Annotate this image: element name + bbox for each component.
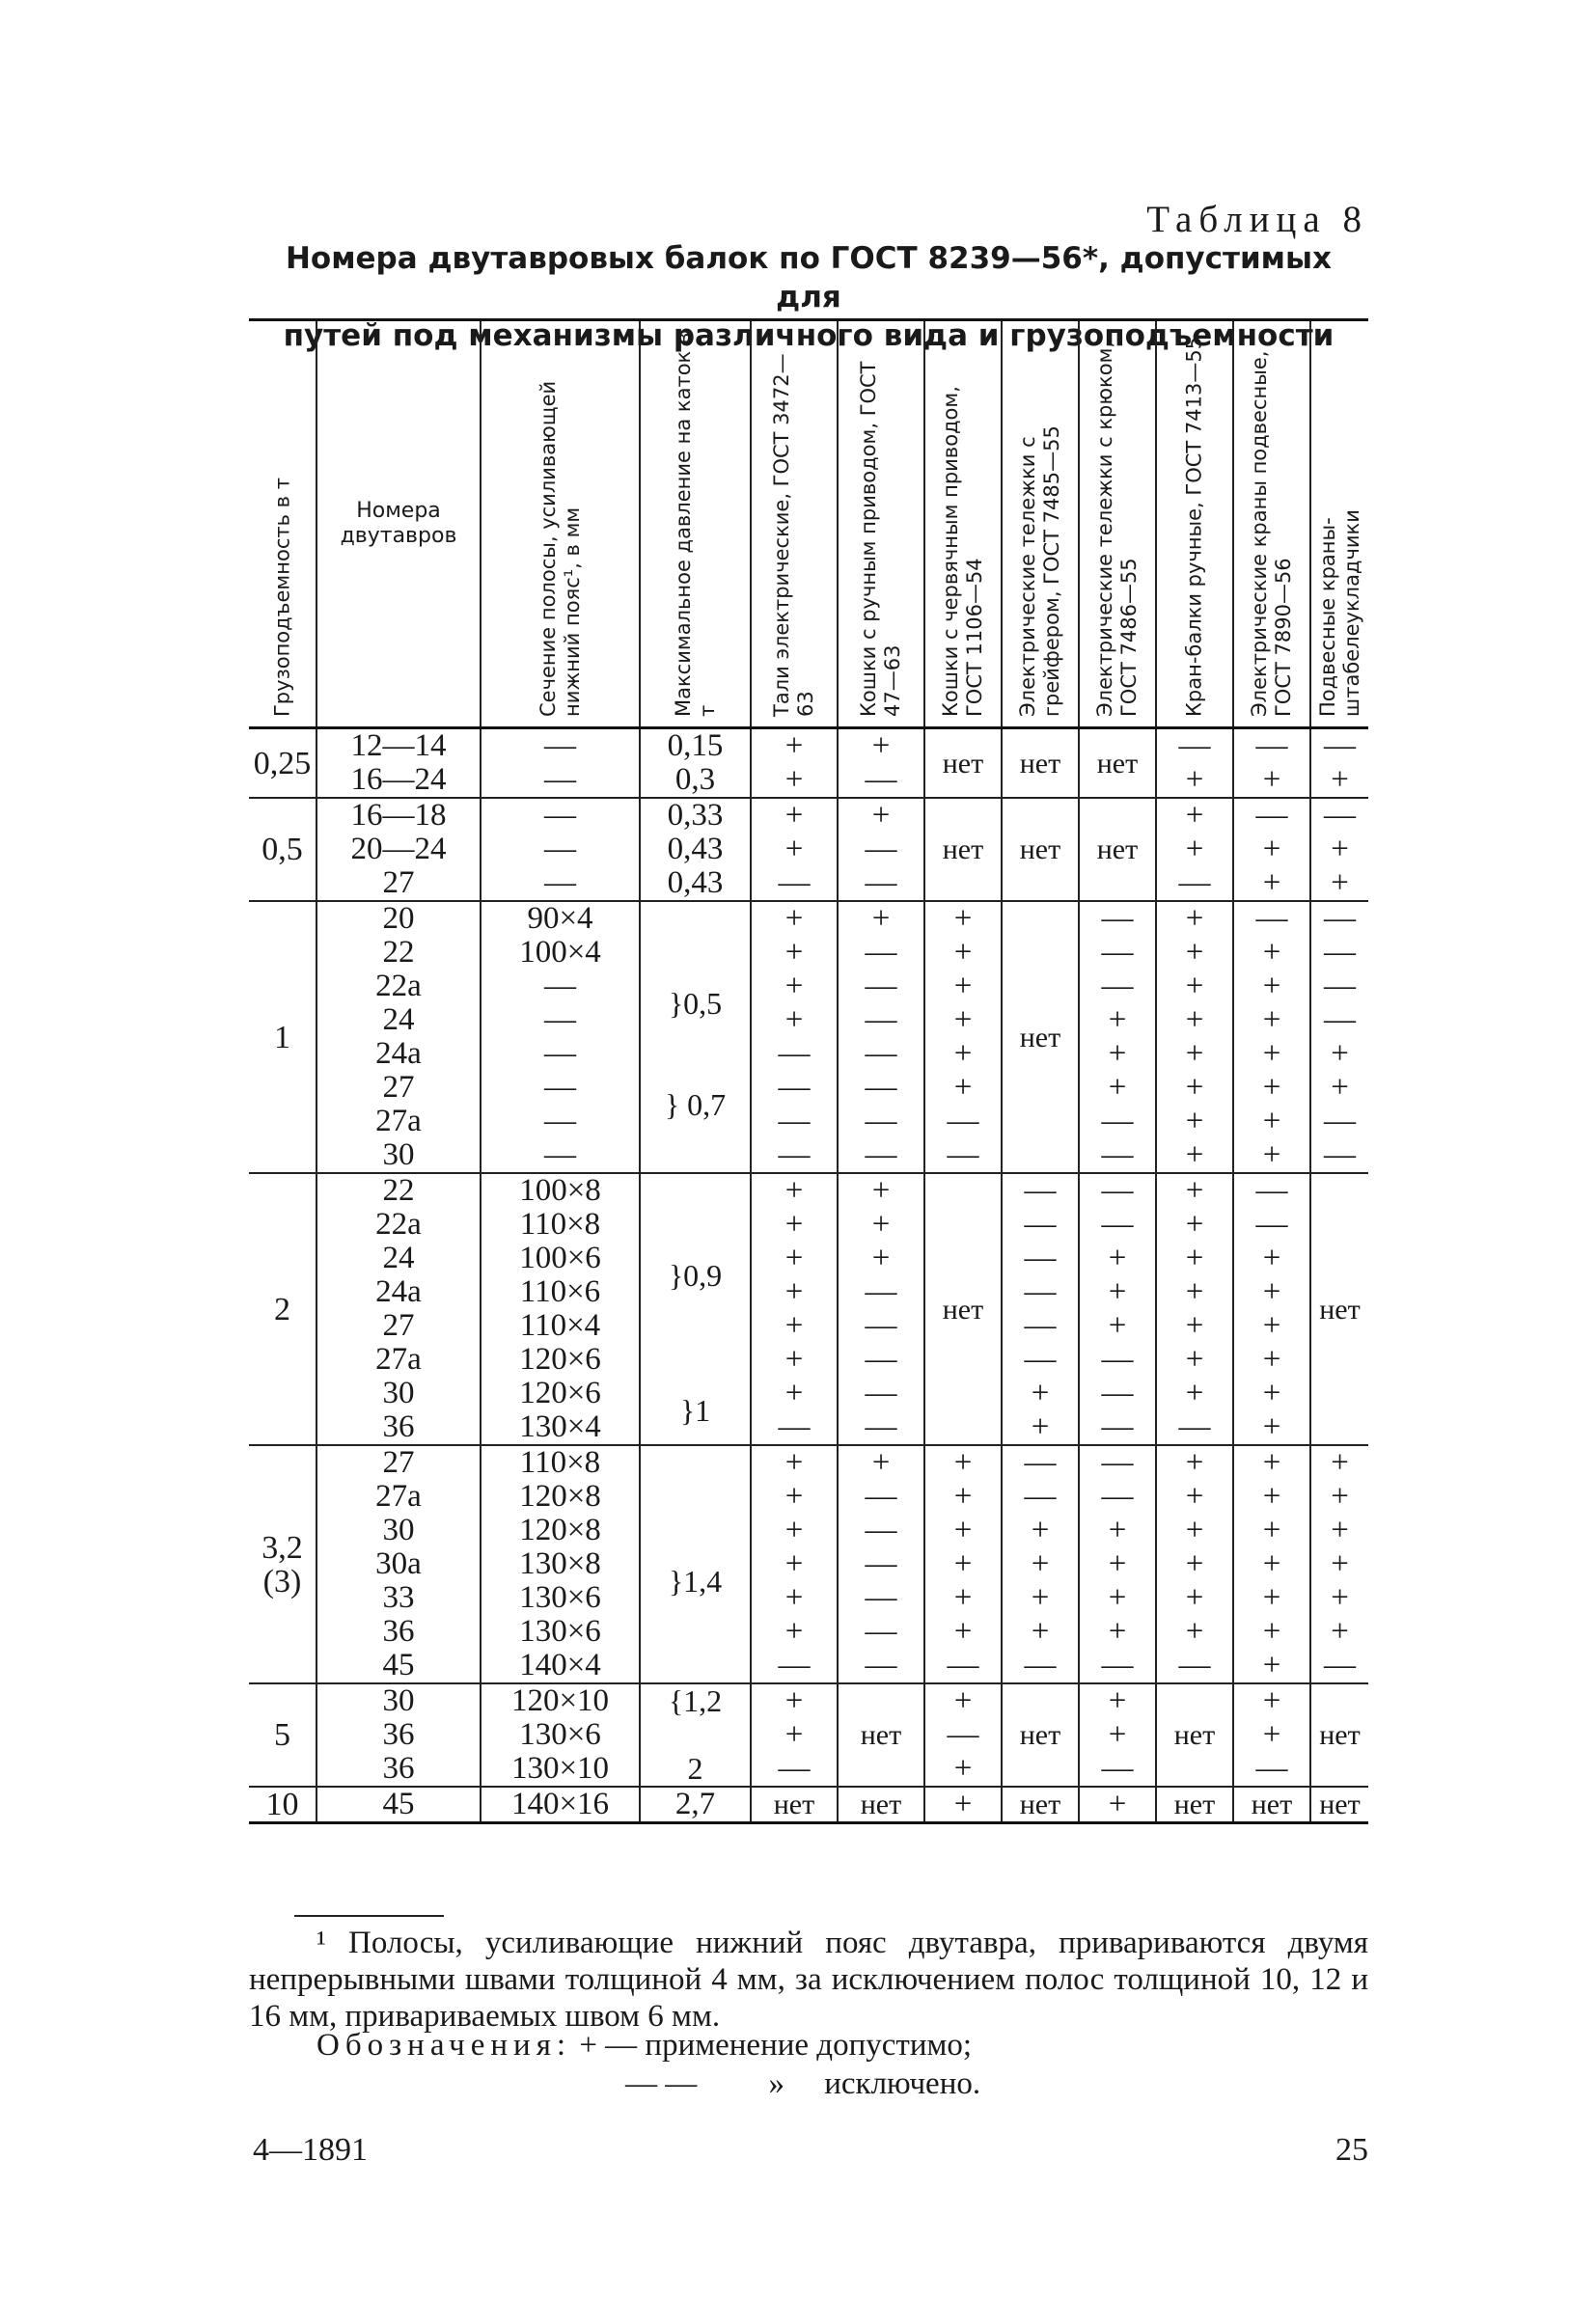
col-header-manual-trolleys: Кошки с ручным приводом, ГОСТ 47—63 — [838, 320, 924, 728]
table-row — [249, 901, 1368, 1173]
cell-c4: — — — — — — + + — [1002, 1173, 1079, 1445]
cell-numbers: 20 22 22а 24 24а 27 27а 30 — [316, 901, 481, 1173]
cell-section: — — — — [481, 798, 640, 901]
cell-c3: нет — [924, 1173, 1002, 1445]
cell-c6: — + — [1156, 728, 1233, 799]
cell-c5: + — [1079, 1787, 1156, 1823]
cell-c4: — — + + + + — — [1002, 1445, 1079, 1683]
cell-section: 120×10 130×6 130×10 — [481, 1683, 640, 1787]
legend-label: Обозначения: — [316, 2028, 572, 2063]
cell-c7: + + + + + + + — [1233, 1445, 1310, 1683]
cell-pressure: 2,7 — [640, 1787, 751, 1823]
cell-c2: + — — — — — — — [838, 1445, 924, 1683]
legend-plus: + — применение допустимо; — [579, 2028, 973, 2063]
cell-c3: + + + + + + — — — [924, 901, 1002, 1173]
cell-c4: нет — [1002, 798, 1079, 901]
table-row — [249, 1173, 1368, 1445]
cell-c7: нет — [1233, 1787, 1310, 1823]
cell-pressure: }0,9 }1 — [640, 1173, 751, 1445]
cell-c7: — — + + + + + + — [1233, 1173, 1310, 1445]
cell-pressure: }1,4 — [640, 1445, 751, 1683]
col-header-grab-carts: Электрические тележки с грейфером, ГОСТ 7485—55 — [1002, 320, 1079, 728]
cell-c6: нет — [1156, 1683, 1233, 1787]
cell-c4: нет — [1002, 728, 1079, 799]
cell-c7: — + + + + + + + — [1233, 901, 1310, 1173]
cell-pressure: 0,33 0,43 0,43 — [640, 798, 751, 901]
cell-c2: нет — [838, 1683, 924, 1787]
cell-c2: + — — — — — — — — [838, 901, 924, 1173]
table-row — [249, 798, 1368, 901]
col-header-section: Сечение полосы, усиливающей нижний пояс¹, в мм — [481, 320, 640, 728]
cell-section: 140×16 — [481, 1787, 640, 1823]
cell-c4: нет — [1002, 901, 1079, 1173]
col-header-suspended-cranes: Электрические краны подвесные, ГОСТ 7890—56 — [1233, 320, 1310, 728]
cell-c1: + + + + + + + — — [751, 1173, 838, 1445]
cell-section: — — — [481, 728, 640, 799]
col-header-manual-cranes: Кран-балки ручные, ГОСТ 7413—55 — [1156, 320, 1233, 728]
cell-section: 90×4 100×4 — — — — — — — [481, 901, 640, 1173]
title-line-2: путей под механизмы различного вида и грузоподъемности — [283, 318, 1335, 353]
cell-c2: + — — — [838, 798, 924, 901]
cell-capacity: 1 — [249, 901, 316, 1173]
cell-c4: нет — [1002, 1787, 1079, 1823]
col-header-capacity: Грузоподъемность в т — [249, 320, 316, 728]
cell-c5: нет — [1079, 798, 1156, 901]
col-header-pressure: Максимальное давление на каток в т — [640, 320, 751, 728]
cell-c5: — — + + + — — — — [1079, 1173, 1156, 1445]
cell-c8: + + + + + + — — [1310, 1445, 1368, 1683]
cell-c3: нет — [924, 728, 1002, 799]
cell-c6: + + — — [1156, 798, 1233, 901]
cell-c7: — + — [1233, 728, 1310, 799]
cell-c8: — + — [1310, 728, 1368, 799]
cell-pressure: {1,2 2 — [640, 1683, 751, 1787]
legend-line-2: — — » исключено. — [625, 2066, 981, 2101]
col-header-electric-hoists: Тали электрические, ГОСТ 3472—63 — [751, 320, 838, 728]
cell-c1: + + + + — — — — — [751, 901, 838, 1173]
print-code: 4—1891 — [253, 2132, 368, 2168]
cell-c3: + + + + + + — — [924, 1445, 1002, 1683]
footnote-rule — [294, 1915, 444, 1917]
cell-c1: нет — [751, 1787, 838, 1823]
table-row — [249, 1683, 1368, 1787]
cell-c6: + + + + + + — — [1156, 1445, 1233, 1683]
cell-section: 100×8 110×8 100×6 110×6 110×4 120×6 120×6 130×4 — [481, 1173, 640, 1445]
cell-c8: нет — [1310, 1173, 1368, 1445]
legend-line-1 — [316, 2027, 972, 2064]
cell-capacity: 10 — [249, 1787, 316, 1823]
cell-c3: + — [924, 1787, 1002, 1823]
footnote: ¹ Полосы, усиливающие нижний пояс двутавра, привариваются двумя непрерывными швами толщиной 4 мм, за исключением полос толщиной 10, 12 и 16 мм, привариваемых швом 6 мм. — [249, 1926, 1368, 2034]
table-row — [249, 1787, 1368, 1823]
cell-numbers: 22 22а 24 24а 27 27а 30 36 — [316, 1173, 481, 1445]
cell-c8: нет — [1310, 1787, 1368, 1823]
cell-c2: + + + — — — — — — [838, 1173, 924, 1445]
cell-capacity: 0,5 — [249, 798, 316, 901]
cell-c3: нет — [924, 798, 1002, 901]
cell-numbers: 45 — [316, 1787, 481, 1823]
cell-c5: + + — — [1079, 1683, 1156, 1787]
col-header-numbers: Номера двутавров — [316, 320, 481, 728]
cell-c8: нет — [1310, 1683, 1368, 1787]
col-header-hook-carts: Электрические тележки с крюком, ГОСТ 7486—55 — [1079, 320, 1156, 728]
header-row — [249, 320, 1368, 728]
cell-numbers: 16—18 20—24 27 — [316, 798, 481, 901]
cell-c6: + + + + + + + — — [1156, 1173, 1233, 1445]
cell-c2: + — — [838, 728, 924, 799]
page-number: 25 — [1335, 2132, 1368, 2168]
cell-capacity: 3,2 (3) — [249, 1445, 316, 1683]
title-line-1: Номера двутавровых балок по ГОСТ 8239—56*, допустимых для — [285, 241, 1333, 314]
cell-c4: нет — [1002, 1683, 1079, 1787]
cell-c6: + + + + + + + + — [1156, 901, 1233, 1173]
cell-pressure: }0,5 } 0,7 — [640, 901, 751, 1173]
cell-c5: нет — [1079, 728, 1156, 799]
cell-c7: + + — — [1233, 1683, 1310, 1787]
cell-c8: — + + — [1310, 798, 1368, 901]
cell-c1: + + — — [751, 1683, 838, 1787]
cell-c6: нет — [1156, 1787, 1233, 1823]
cell-capacity: 0,25 — [249, 728, 316, 799]
cell-c7: — + + — [1233, 798, 1310, 901]
cell-c5: — — + + + + — — [1079, 1445, 1156, 1683]
cell-c2: нет — [838, 1787, 924, 1823]
cell-c1: + + + + + + — — [751, 1445, 838, 1683]
cell-c1: + + — [751, 728, 838, 799]
cell-c1: + + — — [751, 798, 838, 901]
cell-c8: — — — — + + — — — [1310, 901, 1368, 1173]
cell-c5: — — — + + + — — — [1079, 901, 1156, 1173]
cell-capacity: 5 — [249, 1683, 316, 1787]
cell-numbers: 12—14 16—24 — [316, 728, 481, 799]
table-row — [249, 1445, 1368, 1683]
beam-table — [249, 318, 1368, 1824]
col-header-stacker-cranes: Подвесные краны-штабелеукладчики — [1310, 320, 1368, 728]
cell-section: 110×8 120×8 120×8 130×8 130×6 130×6 140×4 — [481, 1445, 640, 1683]
cell-numbers: 30 36 36 — [316, 1683, 481, 1787]
cell-numbers: 27 27а 30 30а 33 36 45 — [316, 1445, 481, 1683]
cell-capacity: 2 — [249, 1173, 316, 1445]
col-header-worm-trolleys: Кошки с червячным приводом, ГОСТ 1106—54 — [924, 320, 1002, 728]
table-number: Таблица 8 — [1146, 199, 1368, 240]
cell-pressure: 0,15 0,3 — [640, 728, 751, 799]
table-row — [249, 728, 1368, 799]
cell-c3: + — + — [924, 1683, 1002, 1787]
